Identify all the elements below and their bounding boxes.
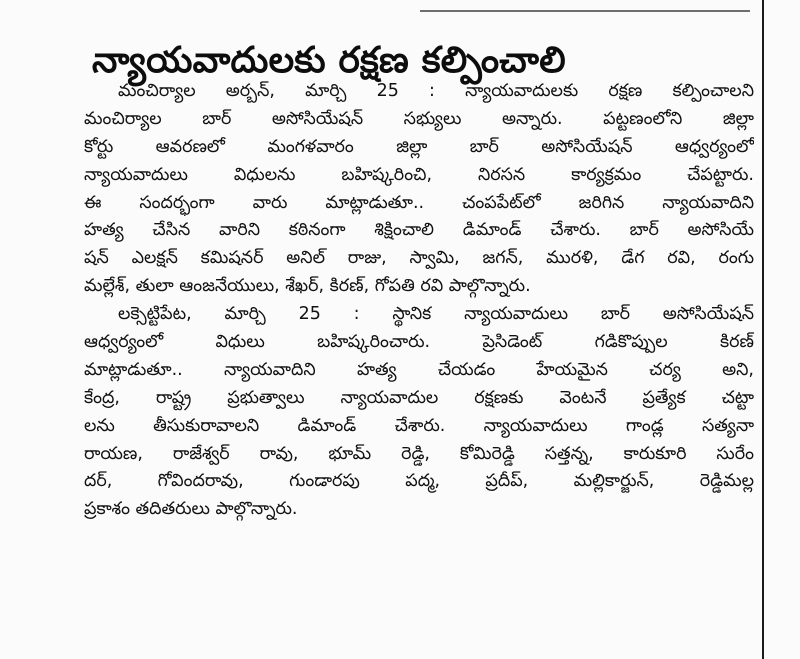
text-line: హత్య చేసిన వారిని కఠినంగా శిక్షించాలి డిమాండ్ చేశారు. బార్ అసోసియే	[84, 220, 754, 241]
text-line: మాట్లాడుతూ.. న్యాయవాదిని హత్య చేయడం హేయమైన చర్య అని,	[84, 359, 754, 380]
text-line: మంచిర్యాల బార్ అసోసియేషన్ సభ్యులు అన్నారు. పట్టణంలోని జిల్లా	[84, 108, 754, 129]
text-line: రాయణ, రాజేశ్వర్ రావు, భూమ్ రెడ్డి, కోమిరెడ్డి సత్తన్న, కారుకూరి సురేం	[84, 443, 754, 464]
text-line: ఆధ్వర్యంలో విధులు బహిష్కరించారు. ప్రెసిడెంట్ గడికొప్పుల కిరణ్	[84, 332, 754, 353]
text-line: లను తీసుకురావాలని డిమాండ్ చేశారు. న్యాయవాదులు గాండ్ల సత్యనా	[84, 415, 754, 436]
text-line: లక్సెట్టిపేట, మార్చి 25 : స్థానిక న్యాయవాదులు బార్ అసోసియేషన్	[118, 304, 754, 325]
column-divider	[762, 0, 764, 659]
text-line: మంచిర్యాల అర్బన్, మార్చి 25 : న్యాయవాదులకు రక్షణ కల్పించాలని	[118, 81, 754, 101]
text-line: కోర్టు ఆవరణలో మంగళవారం జిల్లా బార్ అసోసియేషన్ ఆధ్వర్యంలో	[84, 136, 754, 157]
text-line: ప్రకాశం తదితరులు పాల్గొన్నారు.	[84, 499, 298, 520]
paragraph-mancherial	[84, 78, 754, 301]
text-line: కేంద్ర, రాష్ట్ర ప్రభుత్వాలు న్యాయవాదుల రక్షణకు వెంటనే ప్రత్యేక చట్టా	[84, 387, 754, 408]
article-body	[84, 78, 754, 659]
text-line: షన్ ఎలక్షన్ కమిషనర్ అనిల్ రాజు, స్వామి, జగన్, మురళి, డేగ రవి, రంగు	[84, 248, 754, 269]
text-line: ఈ సందర్భంగా వారు మాట్లాడుతూ.. చంపపేట్‌లో జరిగిన న్యాయవాదిని	[84, 192, 754, 213]
top-cropped-fragment	[420, 0, 750, 12]
paragraph-luxettipet	[84, 301, 754, 524]
text-line: న్యాయవాదులు విధులను బహిష్కరించి, నిరసన కార్యక్రమం చేపట్టారు.	[84, 164, 754, 185]
text-line: మల్లేశ్, తులా ఆంజనేయులు, శేఖర్, కిరణ్, గోపతి రవి పాల్గొన్నారు.	[84, 276, 531, 297]
text-line: దర్, గోవిందరావు, గుండారపు పద్మ, ప్రదీప్, మల్లికార్జున్, రెడ్డిమల్ల	[84, 471, 754, 492]
headline: న్యాయవాదులకు రక్షణ కల్పించాలి	[92, 40, 566, 82]
